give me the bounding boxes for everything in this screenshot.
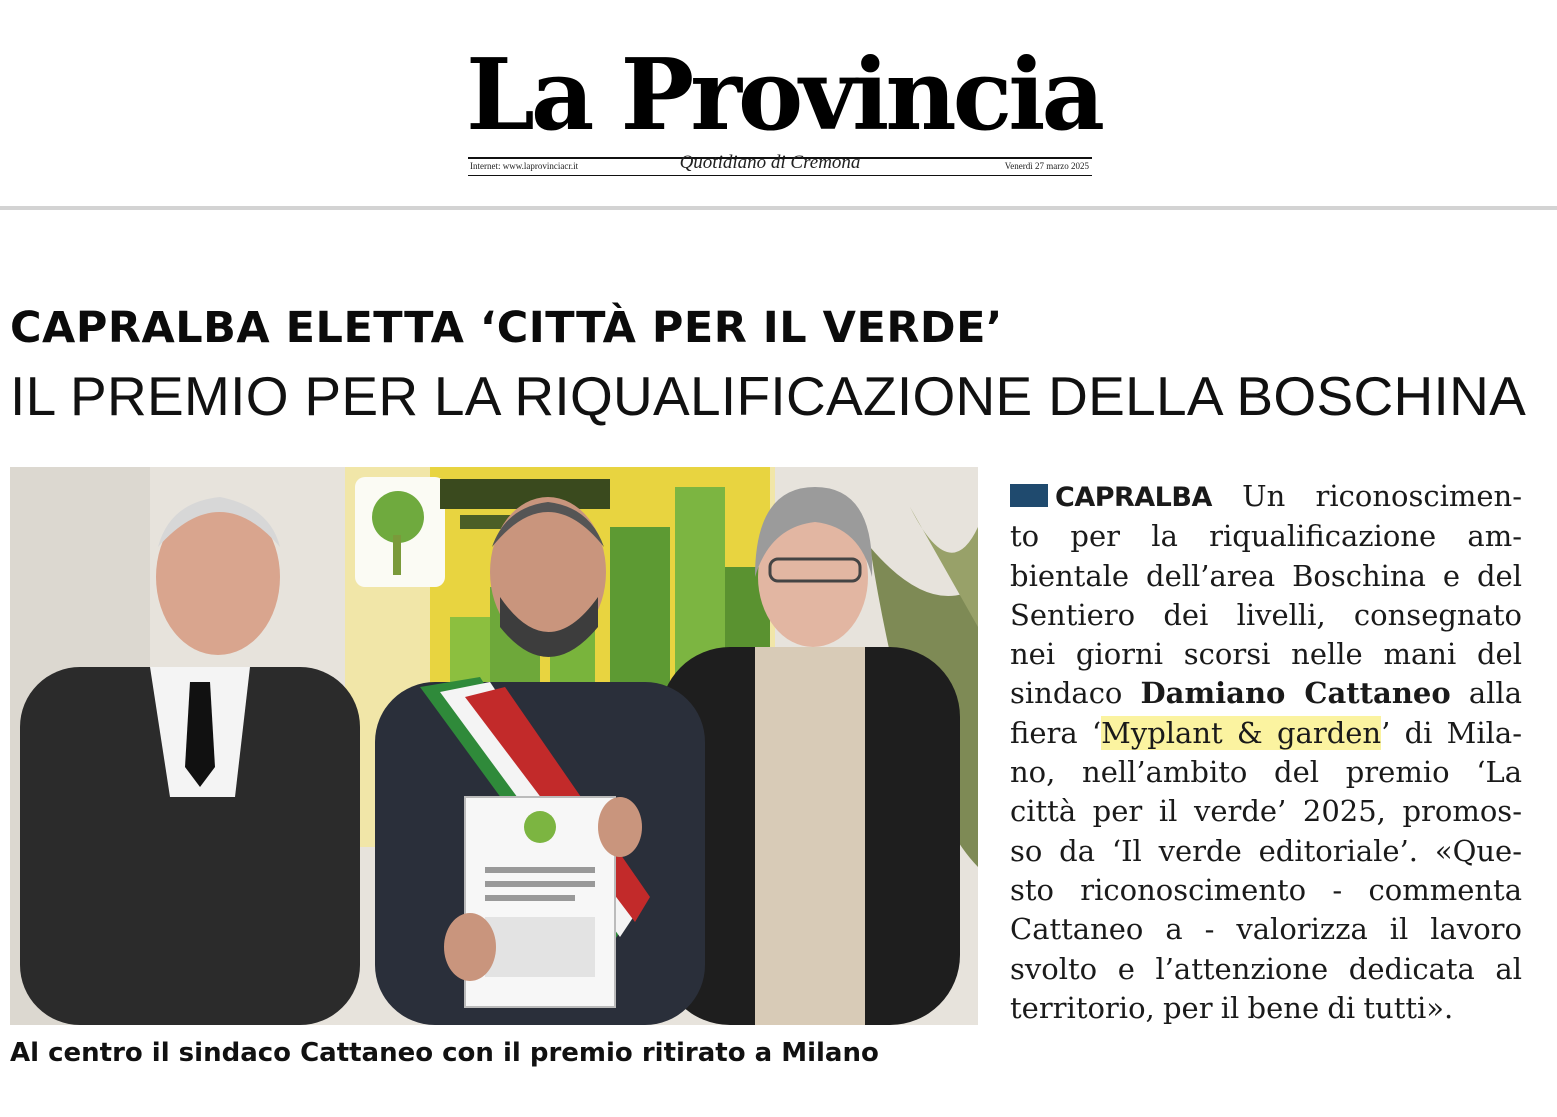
masthead-rule-bottom: [468, 175, 1092, 176]
article-line: Cattaneo a - valorizza il lavoro: [1010, 912, 1522, 947]
article-line: so da ‘Il verde editoriale’. «Que-: [1010, 833, 1522, 868]
photo-caption: Al centro il sindaco Cattaneo con il premio ritirato a Milano: [10, 1038, 879, 1068]
article-headline: CAPRALBA ELETTA ‘CITTÀ PER IL VERDE’: [10, 303, 1003, 353]
article-line: sto riconoscimento - commenta: [1010, 872, 1522, 907]
photo-award-ceremony-icon: [10, 467, 978, 1025]
article-line: città per il verde’ 2025, promos-: [1010, 794, 1522, 829]
article-photo: [10, 467, 978, 1025]
masthead-tagline: Quotidiano di Cremona: [679, 152, 861, 173]
article-line: sindaco Damiano Cattaneo alla: [1010, 676, 1522, 711]
article-line: Sentiero dei livelli, consegnato: [1010, 597, 1522, 632]
article-line: bientale dell’area Boschina e del: [1010, 558, 1522, 593]
article-line: CAPRALBA Un riconoscimen-: [1010, 477, 1522, 517]
article-line: to per la riqualificazione am-: [1010, 519, 1522, 554]
article-line: territorio, per il bene di tutti».: [1010, 990, 1454, 1025]
article-line: fiera ‘Myplant & garden’ di Mila-: [1010, 715, 1522, 750]
mayor-name: Damiano Cattaneo: [1140, 676, 1451, 711]
article-kicker: CAPRALBA: [1055, 482, 1212, 513]
masthead-date: Venerdì 27 marzo 2025: [1004, 161, 1089, 171]
article-subhead: IL PREMIO PER LA RIQUALIFICAZIONE DELLA BOSCHINA: [10, 365, 1527, 427]
page-divider: [0, 206, 1557, 210]
masthead: [0, 0, 1557, 210]
kicker-box-icon: [1010, 484, 1048, 507]
article-body: [1010, 477, 1522, 1028]
fair-name-highlight: Myplant & garden: [1101, 715, 1382, 750]
newspaper-logo: La Provincia: [466, 38, 1102, 153]
article-line: no, nell’ambito del premio ‘La: [1010, 755, 1522, 790]
masthead-website: Internet: www.laprovinciacr.it: [470, 161, 579, 171]
article-line: nei giorni scorsi nelle mani del: [1010, 637, 1522, 672]
article-line: svolto e l’attenzione dedicata al: [1010, 951, 1522, 986]
